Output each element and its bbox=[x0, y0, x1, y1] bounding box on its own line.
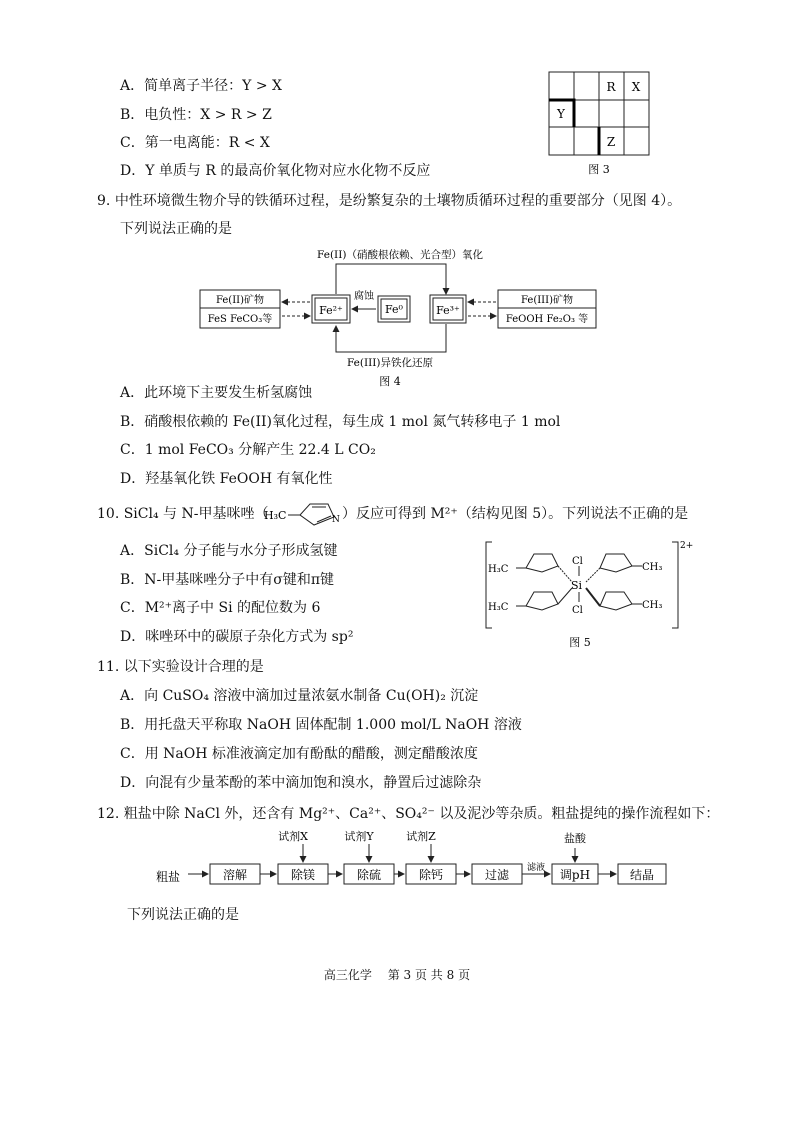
flow-start: 粗盐 bbox=[156, 870, 181, 884]
reagent-x: 试剂X bbox=[278, 830, 308, 843]
cl-top: Cl bbox=[572, 556, 583, 567]
fe0-metal: Fe⁰ bbox=[385, 303, 403, 316]
q11-stem: 11. 以下实验设计合理的是 bbox=[97, 659, 264, 675]
ch3-top-right: CH₃ bbox=[642, 562, 663, 573]
q9-option-d: D．羟基氧化铁 FeOOH 有氧化性 bbox=[120, 471, 333, 487]
q12-stem: 12. 粗盐中除 NaCl 外，还含有 Mg²⁺、Ca²⁺、SO₄²⁻ 以及泥沙等杂质。粗盐提纯的操作流程如下： bbox=[97, 806, 720, 822]
oxidation-label: Fe(II)（硝酸根依赖、光合型）氧化 bbox=[317, 249, 483, 261]
q10-option-c: C．M²⁺离子中 Si 的配位数为 6 bbox=[120, 600, 321, 616]
fe2-mineral-title: Fe(II)矿物 bbox=[215, 295, 265, 306]
page-footer: 高三化学 第 3 页 共 8 页 bbox=[323, 968, 471, 982]
ch3-bottom-right: CH₃ bbox=[642, 600, 663, 611]
m2-complex-structure bbox=[482, 538, 712, 650]
q11-option-a: A．向 CuSO₄ 溶液中滴加过量浓氨水制备 Cu(OH)₂ 沉淀 bbox=[120, 688, 479, 704]
methylimidazole-structure bbox=[262, 498, 342, 530]
reduction-label: Fe(III)异铁化还原 bbox=[346, 357, 434, 369]
q9-option-c: C．1 mol FeCO₃ 分解产生 22.4 L CO₂ bbox=[120, 442, 376, 458]
q9-stem-line1: 9. 中性环境微生物介导的铁循环过程，是纷繁复杂的土壤物质循环过程的重要部分（见图 4）。 bbox=[97, 193, 682, 209]
h3c-bottom-left: H₃C bbox=[488, 602, 509, 613]
fe3-mineral-title: Fe(III)矿物 bbox=[521, 295, 573, 306]
q10-option-a: A．SiCl₄ 分子能与水分子形成氢键 bbox=[120, 543, 338, 559]
grid-x: X bbox=[631, 80, 641, 94]
step-crystallize: 结晶 bbox=[629, 868, 655, 882]
q11-option-c: C．用 NaOH 标准液滴定加有酚酞的醋酸，测定醋酸浓度 bbox=[120, 746, 478, 762]
q10-stem-part2: ）反应可得到 M²⁺（结构见图 5）。下列说法不正确的是 bbox=[342, 506, 689, 522]
step-remove-mg: 除镁 bbox=[290, 868, 316, 882]
q8-option-b: B．电负性：X > R > Z bbox=[120, 107, 272, 123]
corrosion-label: 腐蚀 bbox=[354, 291, 374, 302]
q10-stem-part1: 10. SiCl₄ 与 N-甲基咪唑（ bbox=[97, 506, 269, 522]
complex-charge: 2+ bbox=[680, 541, 694, 551]
reagent-z: 试剂Z bbox=[406, 830, 436, 843]
reagent-y: 试剂Y bbox=[344, 830, 374, 843]
q9-stem-line2: 下列说法正确的是 bbox=[120, 221, 232, 237]
q11-option-b: B．用托盘天平称取 NaOH 固体配制 1.000 mol/L NaOH 溶液 bbox=[120, 717, 522, 733]
fe2-ion: Fe²⁺ bbox=[319, 304, 343, 317]
cl-bottom: Cl bbox=[572, 605, 583, 616]
iron-cycle-diagram bbox=[190, 244, 610, 390]
figure5-caption: 图 5 bbox=[569, 636, 591, 649]
grid-z: Z bbox=[606, 135, 616, 149]
step-dissolve: 溶解 bbox=[222, 868, 248, 882]
sulfate-ion: SO₄²⁻ bbox=[395, 806, 435, 822]
step-adjust-ph: 调pH bbox=[559, 868, 591, 882]
acid-label: 盐酸 bbox=[564, 832, 586, 845]
step-remove-s: 除硫 bbox=[356, 868, 382, 882]
grid-y: Y bbox=[557, 107, 565, 121]
step-filter: 过滤 bbox=[484, 868, 510, 882]
q11-option-d: D．向混有少量苯酚的苯中滴加饱和溴水，静置后过滤除杂 bbox=[120, 775, 482, 791]
q9-option-b: B．硝酸根依赖的 Fe(II)氧化过程，每生成 1 mol 氮气转移电子 1 mol bbox=[120, 414, 561, 430]
si-center: Si bbox=[571, 579, 583, 592]
q10-option-d: D．咪唑环中的碳原子杂化方式为 sp² bbox=[120, 629, 354, 645]
q12-question: 下列说法正确的是 bbox=[127, 907, 239, 923]
fe3-mineral-items: FeOOH Fe₂O₃ 等 bbox=[505, 314, 589, 325]
step-remove-ca: 除钙 bbox=[418, 868, 444, 882]
figure4-caption: 图 4 bbox=[379, 375, 401, 388]
h3c-top-left: H₃C bbox=[488, 564, 509, 575]
q8-option-d: D．Y 单质与 R 的最高价氧化物对应水化物不反应 bbox=[120, 163, 431, 179]
fe3-ion: Fe³⁺ bbox=[436, 304, 460, 317]
methyl-label: H₃C bbox=[264, 509, 287, 522]
q8-option-c: C．第一电离能：R < X bbox=[120, 135, 270, 151]
filtrate-label: 滤液 bbox=[526, 863, 546, 873]
figure3-caption: 图 3 bbox=[588, 163, 610, 176]
periodic-grid-figure bbox=[545, 70, 655, 178]
salt-purification-flowchart bbox=[152, 828, 672, 890]
q8-option-a: A．简单离子半径：Y > X bbox=[120, 78, 282, 94]
imidazole-n: N bbox=[332, 515, 340, 525]
q10-option-b: B．N-甲基咪唑分子中有σ键和π键 bbox=[120, 572, 335, 588]
q9-option-a: A．此环境下主要发生析氢腐蚀 bbox=[120, 385, 313, 401]
grid-r: R bbox=[606, 80, 616, 94]
fe2-mineral-items: FeS FeCO₃等 bbox=[207, 314, 273, 325]
